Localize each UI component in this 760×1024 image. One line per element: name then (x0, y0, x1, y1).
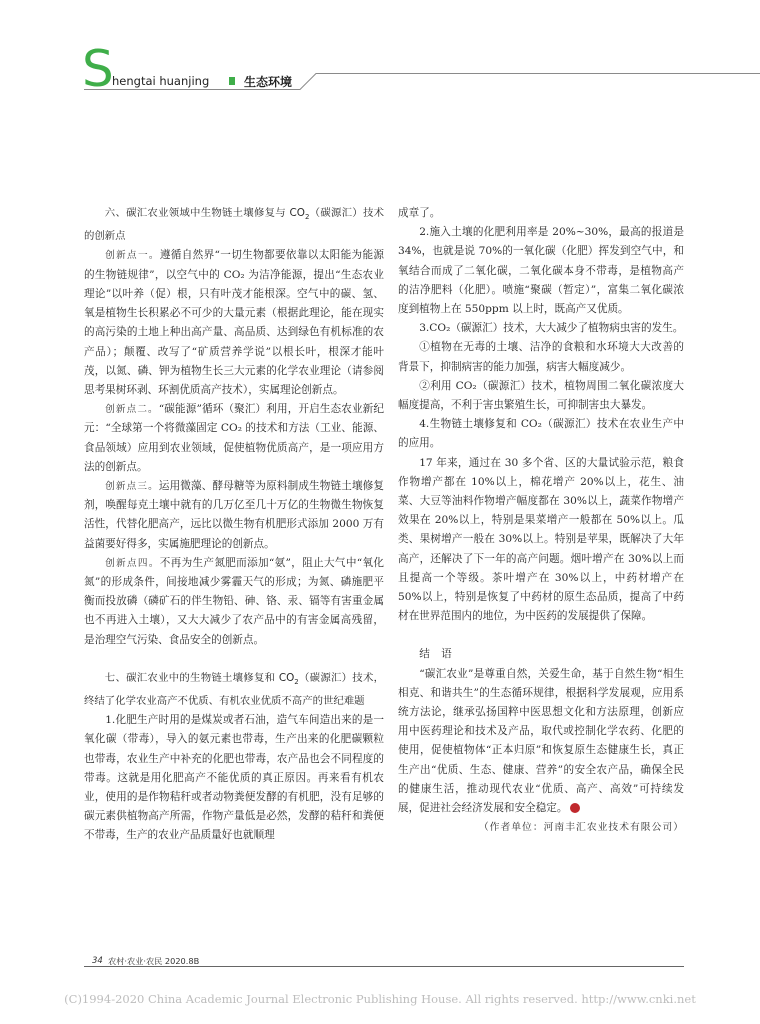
paragraph-innovation-three (84, 477, 384, 554)
innovation-one-lead: 创新点一。 (105, 250, 160, 262)
paragraph-pest-point-one: ①植物在无毒的土壤、洁净的食粮和水环境大大改善的背景下，抑制病害的能力加强，病害大幅度减少。 (398, 341, 684, 373)
section-heading-seven (84, 669, 384, 711)
conclusion-heading: 结 语 (419, 648, 456, 661)
paragraph-innovation-four (84, 554, 384, 650)
journal-issue: 农村·农业·农民 2020.8B (108, 956, 200, 966)
innovation-three-lead: 创新点三。 (105, 480, 159, 492)
paragraph-conclusion (398, 665, 684, 819)
page-number: 34 (92, 956, 103, 966)
paragraph-application: 4.生物链土壤修复和 CO₂（碳源汇）技术在农业生产中的应用。 (398, 418, 684, 450)
innovation-four-text: 不再为生产氮肥而添加“氨”，阻止大气中“氧化氮”的形成条件，间接地减少雾霾天气的形成；为氮、磷施肥平衡而投放磷（磷矿石的伴生物铅、砷、铬、汞、镉等有害重金属也不再进入土壤），又大大减少了农产品中的有害金属高残留，是治理空气污染、食品安全的创新点。 (84, 556, 385, 646)
paragraph-innovation-two (84, 400, 384, 477)
heading-six-subscript: 2 (304, 213, 310, 222)
heading-seven-part1: 七、碳汇农业中的生物链土壤修复和 CO (104, 671, 295, 684)
innovation-four-lead: 创新点四。 (105, 557, 160, 569)
copyright-watermark: (C)1994-2020 China Academic Journal Electronic Publishing House. All rights reserved. http://www.cnki.net (64, 992, 696, 1006)
section-gap (84, 650, 384, 669)
heading-six-part1: 六、碳汇农业领域中生物链土壤修复与 CO (104, 207, 305, 219)
paragraph-fertilizer-two: 2.施入土壤的化肥利用率是 20%~30%，最高的报道是 34%，也就是说 70%的一氧化碳（化肥）挥发到空气中，和氧结合而成了二氧化碳，二氧化碳本身不带毒，是植物高产的洁净肥料（化肥）。喷施“聚碳（暂定）”，富集二氧化碳浓度到植物上在 550ppm 以上时，既高产又优质。 (398, 226, 684, 316)
paragraph-fertilizer-one-continued: 成章了。 (398, 207, 441, 219)
right-column (398, 204, 684, 838)
paragraph-pest-reduction: 3.CO₂（碳源汇）技术，大大减少了植物病虫害的发生。 (419, 322, 684, 335)
paragraph-pest-point-two: ②利用 CO₂（碳源汇）技术，植物周围二氧化碳浓度大幅度提高，不利于害虫繁殖生长，可抑制害虫大暴发。 (398, 379, 684, 412)
author-affiliation: （作者单位：河南丰汇农业技术有限公司） (478, 822, 684, 834)
section-chinese-name: 生态环境 (244, 75, 293, 89)
end-of-article-icon (570, 803, 580, 813)
paragraph-yield-results: 17 年来，通过在 30 多个省、区的大量试验示范，粮食作物增产都在 10%以上，棉花增产 20%以上，花生、油菜、大豆等油料作物增产幅度都在 30%以上，蔬菜作物增产效果在 20%以上，特别是果菜增产一般都在 50%以上。瓜类、果树增产一般在 30%以上。特别是苹果，既解决了大年高产，还解决了下一年的高产问题。烟叶增产在 30%以上而且提高一个等级。茶叶增产在 30%以上，中药材增产在 50%以上，特别是恢复了中药材的原生态品质，提高了中药材在世界范围内的地位，为中医药的发展提供了保障。 (398, 456, 684, 623)
paragraph-innovation-one (84, 246, 384, 400)
heading-seven-part2: （碳源汇）技术，终结了化学农业高产不优质、有机农业优质不高产的世纪难题 (84, 671, 384, 708)
innovation-one-text: 遵循自然界“一切生物都要依靠以太阳能为能源的生物链规律”，以空气中的 CO₂ 为洁净能源，提出“生态农业理论”以叶养（促）根，只有叶茂才能根深。空气中的碳、氢、氧是植物生长积累必不可少的大量元素（根据此理论，能在现实的高污染的土地上种出高产量、高品质、达到绿色有机标准的农产品）；颠覆、改写了“矿质营养学说”以根长叶，根深才能叶茂，以氮、磷、钾为植物生长三大元素的化学农业理论（请参阅思考果树环剥、环割优质高产技术），实属理论创新点。 (84, 249, 385, 396)
left-column (84, 204, 384, 846)
header-graphic (0, 0, 760, 110)
conclusion-text: “碳汇农业”是尊重自然，关爱生命，基于自然生物“相生相克、和谐共生”的生态循环规律，根据科学发展观，应用系统方法论，继承弘扬国粹中医思想文化和方法原理，创新应用中医药理论和技术及产品，取代或控制化学农药、化肥的使用，促使植物体“正本归原”和恢复原生态健康生长，真正生产出“优质、生态、健康、营养”的安全农产品，确保全民的健康生活，推动现代农业“优质、高产、高效”可持续发展，促进社会经济发展和安全稳定。 (398, 667, 684, 815)
section-latin-name: hengtai huanjing (112, 74, 210, 88)
conclusion-gap (398, 626, 684, 645)
section-logo-letter: S (82, 40, 114, 98)
innovation-two-text: “碳能源”循环（聚汇）利用，开启生态农业新纪元：“全球第一个将微藻固定 CO₂ 的技术和方法（工业、能源、食品领域）应用到农业领域，促使植物优质高产，是一项应用方法的创新点。 (84, 403, 384, 473)
innovation-three-text: 运用微藻、酵母糖等为原料制成生物链土壤修复剂，唤醒每克土壤中就有的几万亿至几十万亿的生物微生物恢复活性，代替化肥高产，远比以微生物有机肥形式添加 2000 万有益菌要好得多，实属施肥理论的创新点。 (84, 479, 385, 550)
innovation-two-lead: 创新点二。 (105, 404, 159, 416)
section-heading-six (84, 204, 384, 246)
heading-six-part2: （碳源汇）技术的创新点 (84, 207, 384, 243)
paragraph-fertilizer-one: 1.化肥生产时用的是煤炭或者石油，造气车间造出来的是一氧化碳（带毒），导入的氨元素也带毒，生产出来的化肥碳颗粒也带毒，农业生产中补充的化肥也带毒，农产品也会不同程度的带毒。这就是用化肥高产不能优质的真正原因。再来看有机农业，使用的是作物秸秆或者动物粪便发酵的有机肥，没有足够的碳元素供植物高产所需，作物产量低是必然，发酵的秸秆和粪便不带毒，生产的农业产品质量好也就顺理 (84, 714, 384, 842)
page-header (0, 0, 760, 110)
header-square-marker (229, 77, 235, 85)
heading-seven-subscript: 2 (294, 677, 299, 686)
